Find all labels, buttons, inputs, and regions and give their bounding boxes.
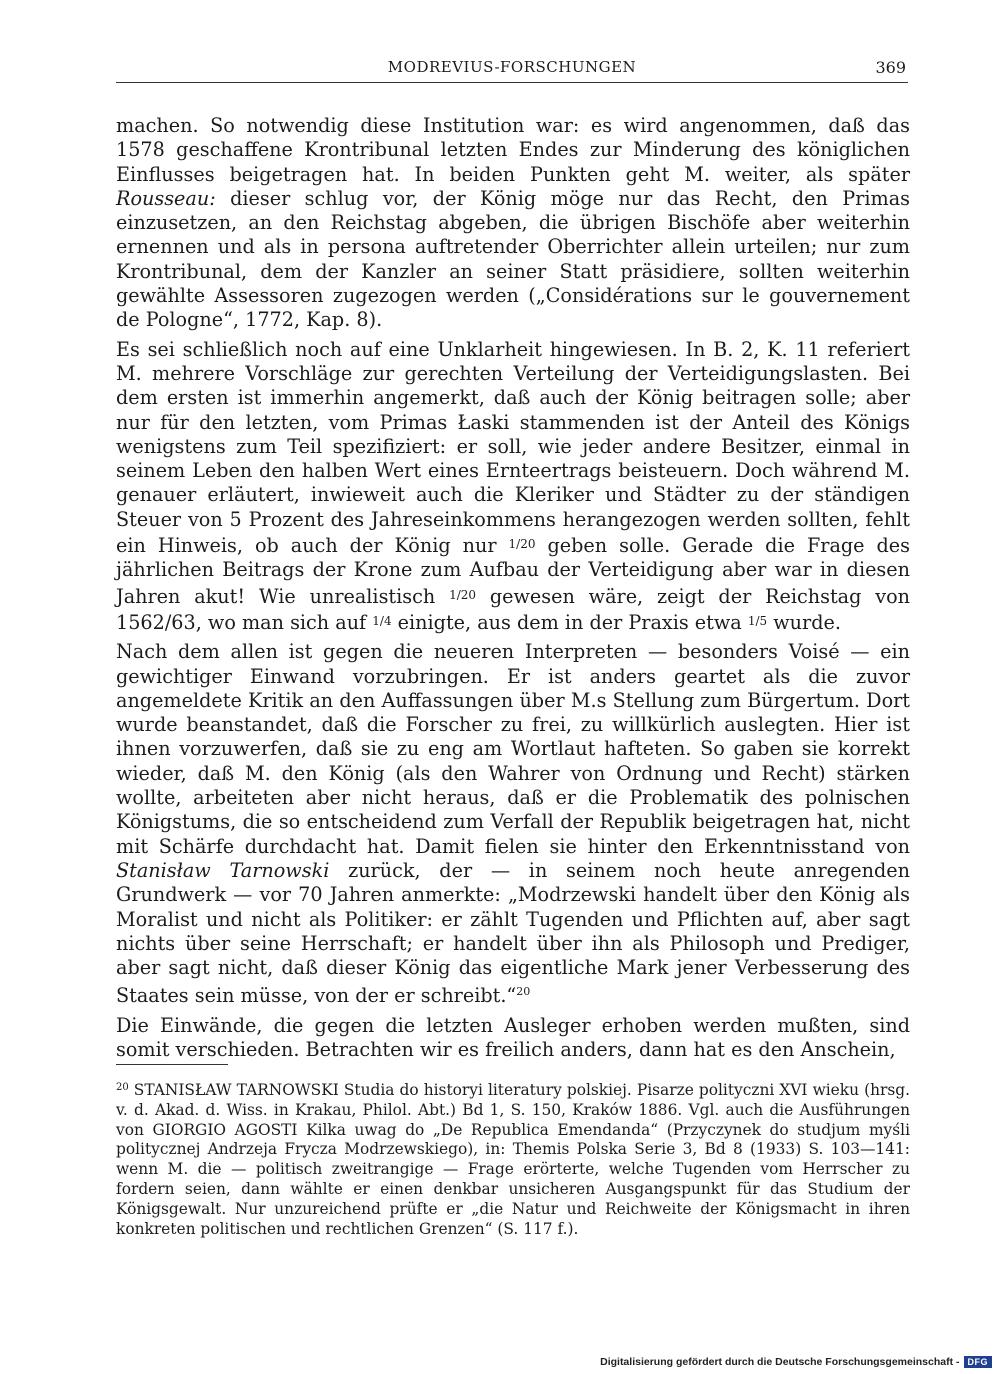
body-text <box>116 114 910 1062</box>
text-run: wurde. <box>767 610 841 634</box>
text-run: dieser schlug vor, der König möge nur das Recht, den Primas einzusetzen, an den Reichstag abgeben, die übrigen Bischöfe aber weiterhin ernennen und als in persona auftretender Oberrichter allein urteilen; nur zum Krontribunal, dem der Kanzler an seiner Statt präsidiere, sollten weiterhin gewählte Assessoren zugezogen werden („Considérations sur le gouvernement de Pologne“, 1772, Kap. 8). <box>116 186 910 332</box>
credit-text: Digitalisierung gefördert durch die Deutsche Forschungsgemeinschaft - <box>600 1356 960 1368</box>
footnote-20 <box>116 1078 910 1239</box>
paragraph-4 <box>116 1014 910 1063</box>
running-title: MODREVIUS-FORSCHUNGEN <box>387 58 637 76</box>
italic-name-tarnowski: Stanisław Tarnowski <box>116 858 330 882</box>
footnote-number: 20 <box>116 1082 129 1093</box>
text-run: geben solle. Gerade die Frage des jährlichen Beitrags der Krone zum Aufbau der Verteidigung aber war in diesen Jahren akut! Wie unrealistisch <box>116 534 911 608</box>
paragraph-1 <box>116 114 910 333</box>
fraction: 1/4 <box>372 613 392 628</box>
dfg-logo-icon: DFG <box>964 1356 993 1368</box>
text-run: zurück, der — in seinem noch heute anregenden Grundwerk — vor 70 Jahren anmerkte: „Modrzewski handelt über den König als Moralist und nicht als Politiker: er zählt Tugenden und Pflichten auf, aber sagt nichts über seine Herrschaft; er handelt über ihn als Philosoph und Prediger, aber sagt nicht, daß dieser König das eigentliche Mark jener Verbesserung des Staates sein müsse, von der er schreibt.“ <box>116 858 911 1008</box>
page-number: 369 <box>875 58 906 77</box>
fraction: 1/20 <box>508 537 536 552</box>
text-run: machen. So notwendig diese Institution war: es wird angenommen, daß das 1578 geschaffene Krontribunal letzten Endes zur Minderung des königlichen Einflusses beigetragen hat. In beiden Punkten geht M. weiter, als später <box>116 114 910 186</box>
running-header <box>116 58 908 83</box>
footnote-reference[interactable]: 20 <box>516 985 531 999</box>
footnote-text: STANISŁAW TARNOWSKI Studia do historyi literatury polskiej. Pisarze polityczni XVI wieku (hrsg. v. d. Akad. d. Wiss. in Krakau, Philol. Abt.) Bd 1, S. 150, Kraków 1886. Vgl. auch die Ausführungen von GIORGIO AGOSTI Kilka uwag do „De Republica Emendanda“ (Przyczynek do studjum myśli politycznej Andrzeja Frycza Modrzewskiego), in: Themis Polska Serie 3, Bd 8 (1933) S. 103—141: wenn M. die — politisch zweitrangige — Frage erörterte, welche Tugenden vom Herrscher zu fordern seien, dann wählte er einen denkbar unsicheren Ausgangspunkt für das Studium der Königsgewalt. Nur unzureichend prüfte er „die Natur und Reichweite der Königsmacht in ihren konkreten politischen und rechtlichen Grenzen“ (S. 117 f.). <box>116 1081 910 1238</box>
text-run: Die Einwände, die gegen die letzten Ausleger erhoben werden mußten, sind somit verschieden. Betrachten wir es freilich anders, dann hat es den Anschein, <box>116 1013 910 1061</box>
text-run: gewesen wäre, zeigt der Reichstag von 1562/63, wo man sich auf <box>116 584 910 634</box>
fraction: 1/20 <box>449 587 477 602</box>
digitization-credit <box>600 1356 992 1368</box>
footnote-divider <box>116 1064 228 1065</box>
paragraph-3 <box>116 640 910 1008</box>
paragraph-2 <box>116 338 910 636</box>
text-run: Nach dem allen ist gegen die neueren Interpreten — besonders Voisé — ein gewichtiger Einwand vorzubringen. Er ist anders geartet als die zuvor angemeldete Kritik an den Auffassungen über M.s Stellung zum Bürgertum. Dort wurde beanstandet, daß die Forscher zu frei, zu willkürlich auslegten. Hier ist ihnen vorzuwerfen, daß sie zu eng am Wortlaut hafteten. So gaben sie korrekt wieder, daß M. den König (als den Wahrer von Ordnung und Recht) stärken wollte, arbeiteten aber nicht heraus, daß er die Problematik des polnischen Königstums, die so entscheidend zum Verfall der Republik beigetragen hat, nicht mit Schärfe durchdacht hat. Damit fielen sie hinter den Erkenntnisstand von <box>116 640 910 858</box>
text-run: Es sei schließlich noch auf eine Unklarheit hingewiesen. In B. 2, K. 11 referiert M. mehrere Vorschläge zur gerechten Verteilung der Verteidigungslasten. Bei dem ersten ist immerhin angemerkt, daß auch der König beitragen solle; aber nur für den letzten, vom Primas Łaski stammenden ist der Anteil des Königs wenigstens zum Teil spezifiziert: er soll, wie jeder andere Besitzer, einmal in seinem Leben den halben Wert eines Ernteertrags beisteuern. Doch während M. genauer erläutert, inwieweit auch die Kleriker und Städter zu der ständigen Steuer von 5 Prozent des Jahreseinkommens herangezogen werden sollten, fehlt ein Hinweis, ob auch der König nur <box>116 337 910 558</box>
text-run: einigte, aus dem in der Praxis etwa <box>391 610 748 634</box>
fraction: 1/5 <box>747 613 768 628</box>
italic-name-rousseau: Rousseau: <box>116 186 216 210</box>
